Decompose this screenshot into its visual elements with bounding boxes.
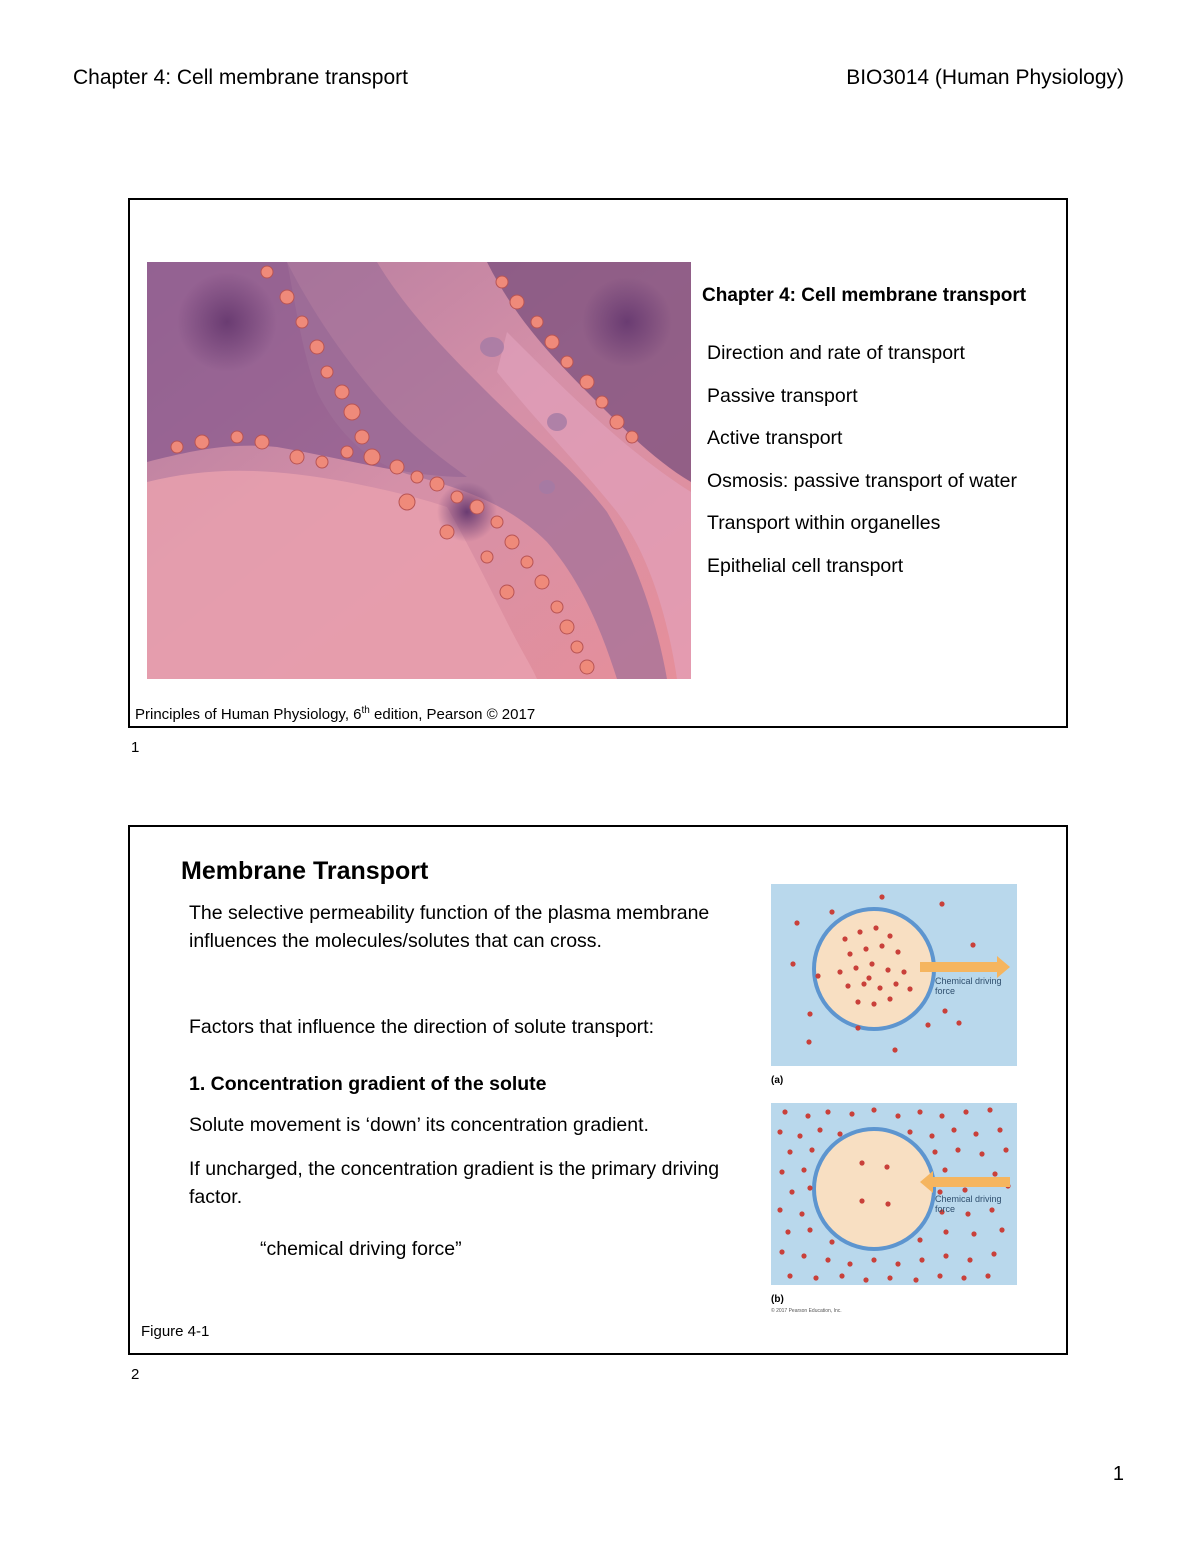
- arrow-label-line2-b: force: [935, 1204, 956, 1214]
- source-credit: [135, 705, 535, 723]
- page-header-course-code: BIO3014 (Human Physiology): [846, 66, 1124, 89]
- quote-text: “chemical driving force”: [260, 1238, 462, 1260]
- cell-micrograph-image: [147, 262, 691, 679]
- figure-label: Figure 4-1: [141, 1323, 210, 1340]
- slide-number: 2: [131, 1366, 140, 1383]
- topic-item: Osmosis: passive transport of water: [707, 469, 1017, 492]
- body-paragraph: If uncharged, the concentration gradient is the primary driving factor.: [189, 1158, 720, 1208]
- panel-b-cell: [814, 1129, 934, 1249]
- topic-item: Epithelial cell transport: [707, 554, 904, 577]
- body-paragraph: Solute movement is ‘down’ its concentration gradient.: [189, 1114, 649, 1136]
- arrow-label-line1-b: Chemical driving: [935, 1194, 1002, 1204]
- page-header-course-chapter: Chapter 4: Cell membrane transport: [73, 66, 408, 89]
- arrow-label-line1: Chemical driving: [935, 976, 1002, 986]
- body-paragraph: Factors that influence the direction of solute transport:: [189, 1016, 655, 1038]
- copyright-text: © 2017 Pearson Education, Inc.: [771, 1308, 842, 1314]
- credit-text-end: edition, Pearson © 2017: [369, 706, 536, 723]
- concentration-gradient-diagram: [770, 884, 1020, 1314]
- topic-list: [707, 342, 1017, 597]
- slide-number: 1: [131, 739, 140, 756]
- slide-2: [128, 825, 1068, 1355]
- body-paragraph: The selective permeability function of the plasma membrane influences the molecules/solutes that can cross.: [189, 902, 710, 952]
- slide-title: Chapter 4: Cell membrane transport: [702, 285, 1027, 306]
- panel-b-label: (b): [771, 1294, 784, 1305]
- page-number: 1: [1112, 1463, 1124, 1485]
- topic-item: Transport within organelles: [707, 512, 941, 534]
- arrow-label-line2: force: [935, 986, 956, 996]
- credit-text: Principles of Human Physiology, 6: [135, 706, 362, 723]
- section-heading: 1. Concentration gradient of the solute: [189, 1073, 547, 1095]
- slide-1: [128, 198, 1068, 728]
- slide-title: Membrane Transport: [181, 857, 429, 885]
- topic-item: Active transport: [707, 427, 843, 449]
- panel-a-label: (a): [771, 1075, 784, 1086]
- topic-item: Direction and rate of transport: [707, 342, 965, 364]
- topic-item: Passive transport: [707, 384, 858, 407]
- credit-superscript: th: [361, 705, 370, 716]
